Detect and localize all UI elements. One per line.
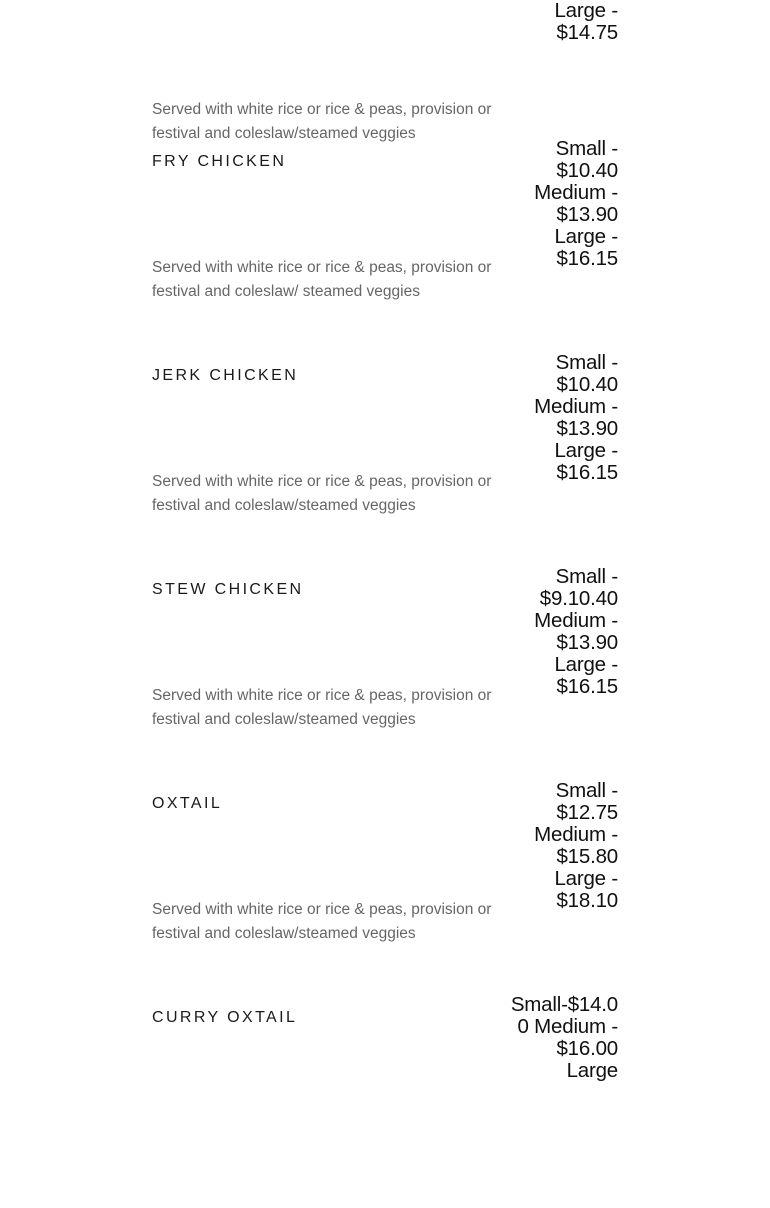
menu-item-price: Small - $9.10.40 Medium - $13.90 Large - $16.15: [534, 565, 618, 698]
menu-item-name: FRY CHICKEN: [152, 153, 287, 170]
menu-item-header: [152, 780, 618, 912]
menu-item: [152, 994, 618, 1208]
menu-item-price: Small-$14.00 Medium - $16.00 Large: [510, 993, 618, 1082]
menu-item-description: Served with white rice or rice & peas, provision or festival and coleslaw/steamed veggies: [152, 101, 492, 142]
menu-item: [152, 0, 618, 142]
menu-item-header: [152, 352, 618, 484]
menu-item-name: OXTAIL: [152, 795, 223, 812]
menu-item-price: Small - $12.75 Medium - $15.80 Large - $18.10: [534, 779, 618, 912]
menu-item-description: Served with white rice or rice & peas, provision or festival and coleslaw/steamed veggies: [152, 687, 492, 728]
menu-item-name: STEW CHICKEN: [152, 581, 304, 598]
menu-item: [152, 352, 618, 566]
menu-item-name: JERK CHICKEN: [152, 367, 299, 384]
menu-list: [152, 0, 618, 1208]
menu-item: [152, 780, 618, 994]
menu-item-name: CURRY OXTAIL: [152, 1009, 298, 1026]
menu-item: [152, 566, 618, 780]
menu-item-description: Served with white rice or rice & peas, provision or festival and coleslaw/steamed veggies: [152, 901, 492, 942]
menu-item-description: Served with white rice or rice & peas, provision or festival and coleslaw/ steamed veggies: [152, 259, 492, 300]
menu-item-price: Small - $10.40 Medium - $13.90 Large - $16.15: [534, 137, 618, 270]
menu-item-header: [152, 138, 618, 270]
menu-item-description: Served with white rice or rice & peas, provision or festival and coleslaw/steamed veggies: [152, 473, 492, 514]
menu-item-price: Large - $14.75: [554, 0, 618, 44]
menu-item-header: [152, 994, 618, 1082]
menu-item-price: Small - $10.40 Medium - $13.90 Large - $16.15: [534, 351, 618, 484]
menu-item-header: [152, 566, 618, 698]
menu-item-header: [152, 0, 618, 44]
menu-item: [152, 138, 618, 352]
